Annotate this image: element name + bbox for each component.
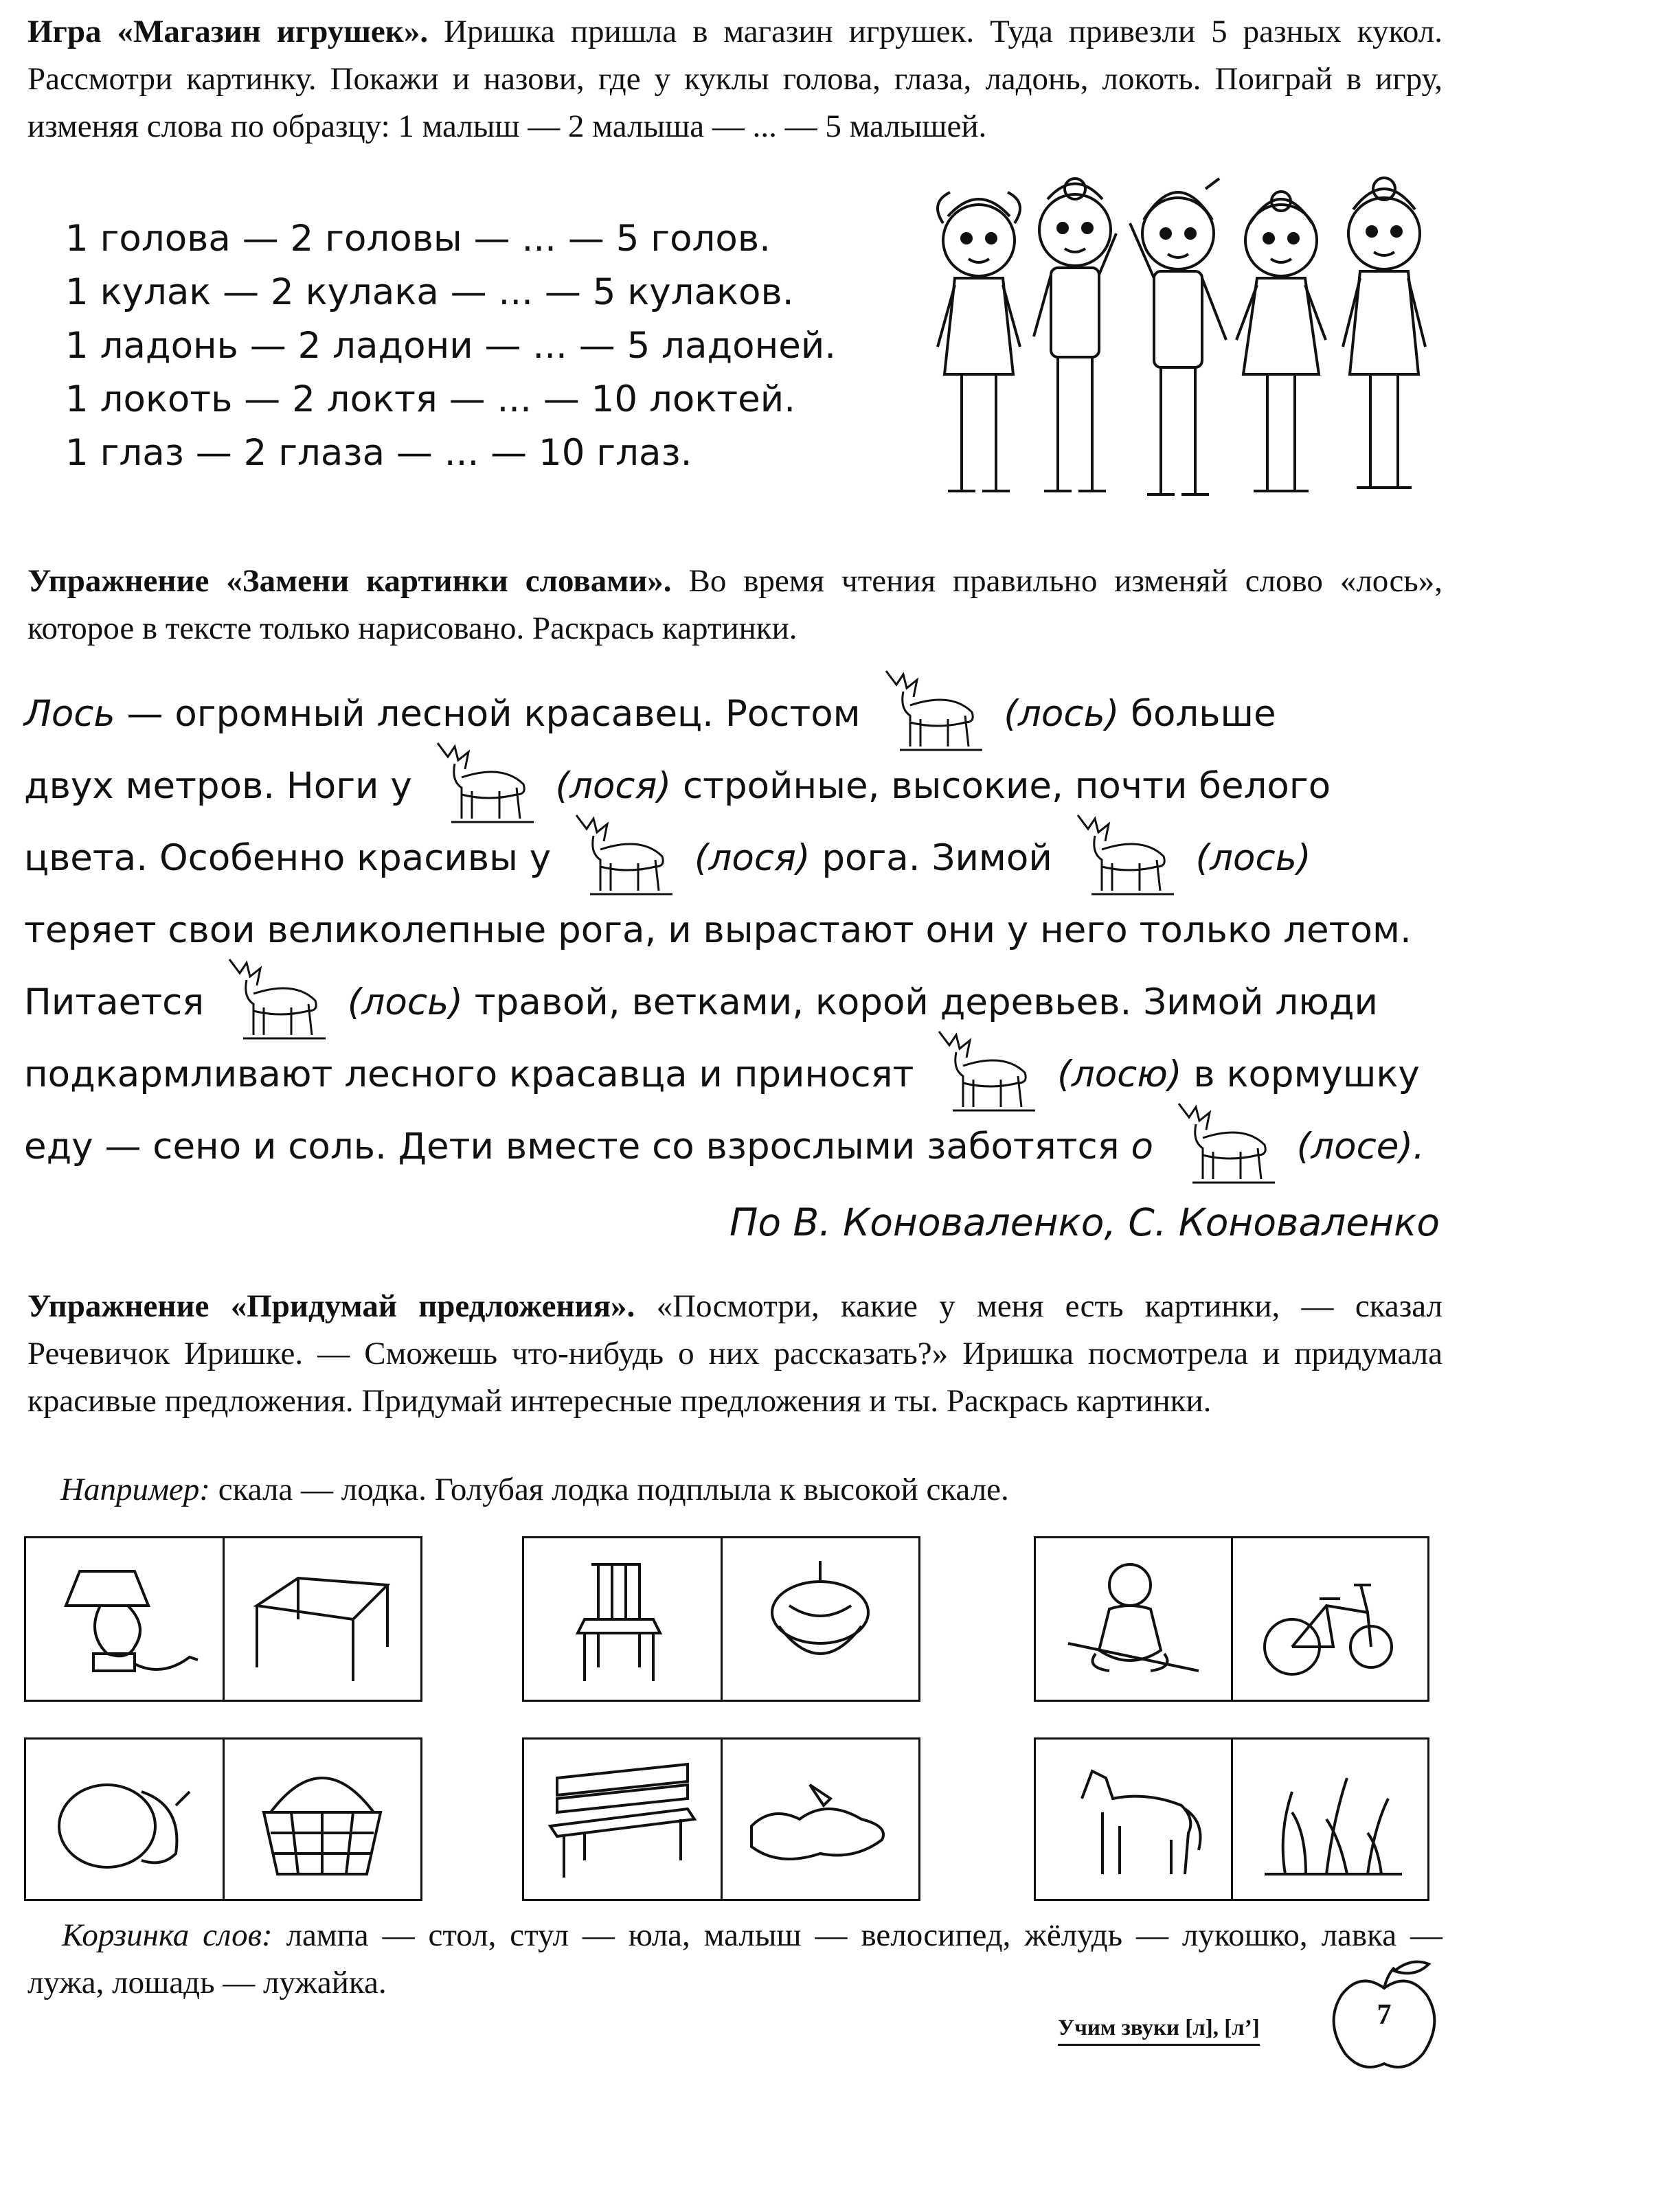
lamp-icon [45,1551,203,1688]
basket-icon [243,1751,401,1888]
story-line-3 [24,828,1439,889]
chair-icon [543,1551,701,1688]
footer-section-title: Учим звуки [л], [л’] [1058,2016,1260,2046]
card-table [223,1538,421,1700]
story-line-2 [24,755,1439,817]
moose-icon [872,664,993,753]
game-text: Иришка пришла в магазин игрушек. Туда привезли 5 разных кукол. Рассмотри картинку. Покажи и назови, где у куклы голова, глаза, ладонь, локоть. Поиграй в игру, изменяя слова по образцу: 1 малыш — 2 малыша — ... — 5 малышей. [27,14,1443,144]
card-pair-baby-bike [1034,1536,1429,1702]
pattern-line-5: 1 глаз — 2 глаза — ... — 10 глаз. [65,432,692,474]
exercise1-text: Во время чтения правильно изменяй слово «лось», которое в тексте только нарисовано. Раскрась картинки. [27,563,1443,646]
card-chair [524,1538,721,1700]
story-line-5 [24,972,1439,1034]
doll-5 [1343,178,1425,488]
pattern-line-4: 1 локоть — 2 локтя — ... — 10 локтей. [65,378,796,420]
pattern-line-2: 1 кулак — 2 кулака — ... — 5 кулаков. [65,271,794,313]
example-label: Например: [60,1472,210,1507]
game-paragraph [27,8,1443,150]
pattern-line-3: 1 ладонь — 2 ладони — ... — 5 ладоней. [65,325,837,367]
story-text: в кормушку [1181,1053,1420,1095]
story-text: больше [1119,693,1276,735]
card-bicycle [1231,1538,1428,1700]
basket-text: лампа — стол, стул — юла, малыш — велосипед, жёлудь — лукошко, лавка — лужа, лошадь — лужайка. [27,1917,1443,2000]
exercise2-text: «Посмотри, какие у меня есть картинки, — сказал Речевичок Иришке. — Сможешь что-нибудь о них рассказать?» Иришка посмотрела и придумала красивые предложения. Придумай интересные предложения и ты. Раскрась картинки. [27,1288,1443,1419]
page-number: 7 [1377,1999,1392,2031]
story-word: Лось [24,693,115,735]
story-word: (лося) [694,837,811,879]
card-bench [524,1740,721,1899]
spinning-top-icon [741,1551,899,1688]
story-text: двух метров. Ноги у [24,765,412,807]
card-pair-bench-puddle [522,1737,920,1901]
card-puddle [721,1740,919,1899]
card-pair-horse-meadow [1034,1737,1429,1901]
doll-4 [1236,192,1326,491]
exercise1-title: Упражнение «Замени картинки словами». [27,563,672,599]
basket-paragraph [27,1912,1443,2007]
story-word: о [1131,1126,1153,1167]
example-line [60,1466,1009,1514]
doll-1 [938,192,1020,491]
card-acorn [26,1740,223,1899]
story-word: (лось) [1004,693,1120,735]
story-word: (лосе). [1296,1126,1425,1167]
doll-3 [1130,179,1226,494]
basket-label: Корзинка слов: [62,1917,273,1953]
doll-2 [1034,179,1116,491]
bench-icon [543,1751,701,1888]
story-line-1 [24,683,1439,745]
table-icon [243,1551,401,1688]
moose-icon [1165,1097,1285,1186]
moose-icon [1064,808,1184,898]
card-lamp [26,1538,223,1700]
puddle-icon [741,1751,899,1888]
story-word: (лось) [347,981,463,1023]
story-author: По В. Коноваленко, С. Коноваленко [729,1200,1440,1244]
story-text: Питается [24,981,205,1023]
acorn-icon [45,1751,203,1888]
card-pair-chair-top [522,1536,920,1702]
example-text: скала — лодка. Голубая лодка подплыла к высокой скале. [210,1472,1009,1507]
story-text: цвета. Особенно красивы у [24,837,552,879]
story-word: (лосю) [1057,1053,1182,1095]
story-text: — огромный лесной красавец. Ростом [115,693,861,735]
card-baby [1036,1538,1231,1700]
story-word: (лося) [555,765,672,807]
dolls-illustration [931,175,1439,525]
bicycle-icon [1251,1551,1409,1688]
exercise1-paragraph [27,558,1443,652]
game-title: Игра «Магазин игрушек». [27,14,429,49]
moose-icon [424,736,544,825]
meadow-icon [1251,1751,1409,1888]
story-text: еду — сено и соль. Дети вместе со взрослыми заботятся [24,1126,1120,1167]
card-spinning-top [721,1538,919,1700]
exercise2-title: Упражнение «Придумай предложения». [27,1288,635,1324]
story-line-4: теряет свои великолепные рога, и вырастают они у него только летом. [24,909,1412,951]
moose-icon [925,1025,1045,1114]
card-horse [1036,1740,1231,1899]
card-pair-acorn-basket [24,1737,422,1901]
baby-icon [1054,1551,1212,1688]
story-text: травой, ветками, корой деревьев. Зимой люди [462,981,1378,1023]
moose-icon [216,953,336,1042]
horse-icon [1054,1751,1212,1888]
story-text: стройные, высокие, почти белого [671,765,1331,807]
card-meadow [1231,1740,1428,1899]
story-text: рога. Зимой [810,837,1052,879]
card-pair-lamp-table [24,1536,422,1702]
story-text: подкармливают лесного красавца и приносят [24,1053,914,1095]
moose-icon [563,808,683,898]
exercise2-paragraph [27,1283,1443,1425]
card-basket [223,1740,421,1899]
pattern-line-1: 1 голова — 2 головы — ... — 5 голов. [65,218,771,260]
story-line-7 [24,1116,1439,1178]
story-word: (лось) [1195,837,1311,879]
